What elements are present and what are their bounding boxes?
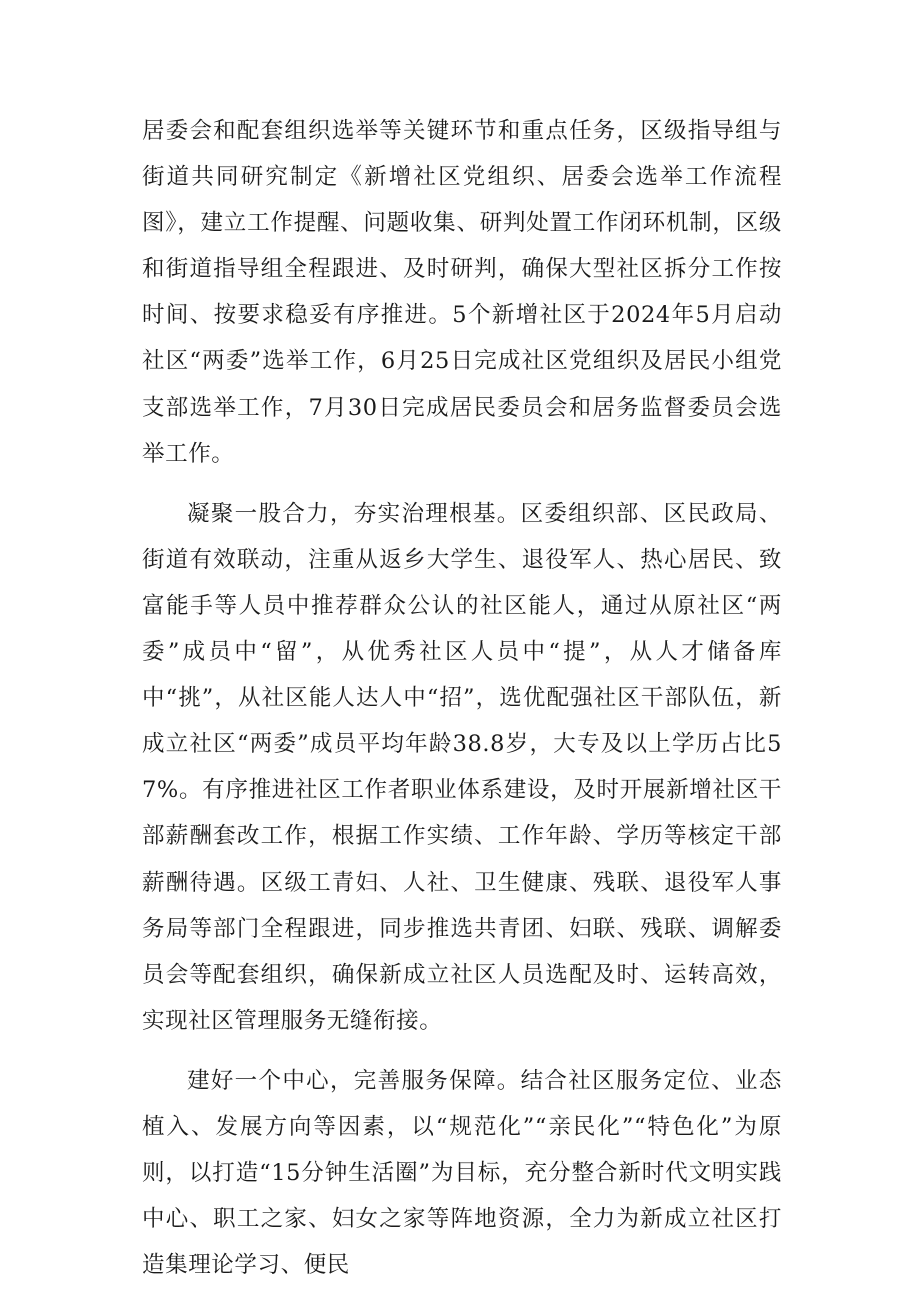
paragraph-election-process: 居委会和配套组织选举等关键环节和重点任务，区级指导组与街道共同研究制定《新增社区党组织、居委会选举工作流程图》，建立工作提醒、问题收集、研判处置工作闭环机制，区级和街道指导组全程跟进、及时研判，确保大型社区拆分工作按时间、按要求稳妥有序推进。5个新增社区于2024年5月启动社区“两委”选举工作，6月25日完成社区党组织及居民小组党支部选举工作，7月30日完成居民委员会和居务监督委员会选举工作。 (142, 118, 782, 467)
paragraph-gap (142, 1044, 782, 1058)
paragraph-joint-effort: 凝聚一股合力，夯实治理根基。区委组织部、区民政局、街道有效联动，注重从返乡大学生、退役军人、热心居民、致富能手等人员中推荐群众公认的社区能人，通过从原社区“两委”成员中“留”，从优秀社区人员中“提”，从人才储备库中“挑”，从社区能人达人中“招”，选优配强社区干部队伍，新成立社区“两委”成员平均年龄38.8岁，大专及以上学历占比57%。有序推进社区工作者职业体系建设，及时开展新增社区干部薪酬套改工作，根据工作实绩、工作年龄、学历等核定干部薪酬待遇。区级工青妇、人社、卫生健康、残联、退役军人事务局等部门全程跟进，同步推选共青团、妇联、残联、调解委员会等配套组织，确保新成立社区人员选配及时、运转高效，实现社区管理服务无缝衔接。 (142, 500, 782, 1034)
paragraph-service-center: 建好一个中心，完善服务保障。结合社区服务定位、业态植入、发展方向等因素，以“规范化”“亲民化”“特色化”为原则，以打造“15分钟生活圈”为目标，充分整合新时代文明实践中心、职工之家、妇女之家等阵地资源，全力为新成立社区打造集理论学习、便民 (142, 1067, 782, 1279)
document-body (142, 108, 782, 1288)
paragraph-gap (142, 477, 782, 491)
